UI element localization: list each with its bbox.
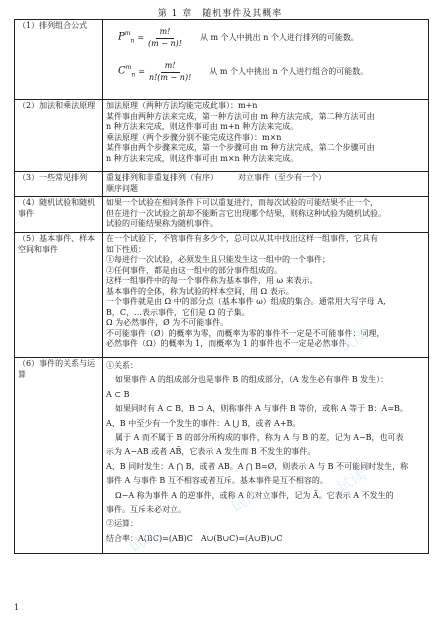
text-line: B，C，…表示事件，它们是 Ω 的子集。 bbox=[106, 307, 250, 317]
combination-formula: $C^m_n$ = $\frac{m!}{n!(m - n)!}$ 从 m 个人中挑出 n 个人进行组合的可能数。 bbox=[118, 61, 369, 82]
text-line: 结合率：A(BC)=(AB)C A∪(B∪C)=(A∪B)∪C bbox=[106, 533, 283, 543]
row-label: （3）一些常见排列 bbox=[15, 172, 103, 197]
text-line: 加法原理（两种方法均能完成此事）：m+n bbox=[106, 101, 258, 110]
formula-description: 从 m 个人中挑出 n 个人进行排列的可能数。 bbox=[200, 32, 359, 42]
text-line: A、B 同时发生：A ⋂ B，或者 AB。A ⋂ B=Ø，则表示 A 与 B 不可能同时发生，称 bbox=[106, 461, 409, 471]
watermark: 试读 bbox=[335, 325, 371, 357]
row-label: （2）加法和乘法原理 bbox=[15, 100, 103, 172]
text-line: 一个事件就是由 Ω 中的部分点（基本事件 ω）组成的集合。通常用大写字母 A, bbox=[106, 297, 386, 306]
text-line: 属于 A 而不属于 B 的部分所构成的事件，称为 A 与 B 的差，记为 A−B，也可表 bbox=[115, 433, 404, 443]
page-title: 第 1 章 随机事件及其概率 bbox=[157, 9, 283, 19]
formula-symbol: $C^m_n$ bbox=[118, 64, 136, 79]
formula-cell bbox=[103, 20, 429, 100]
watermark: 试读 bbox=[333, 465, 369, 497]
text-line: ①每进行一次试验，必须发生且只能发生这一组中的一个事件； bbox=[106, 255, 330, 264]
text-line: Ω 为必然事件，Ø 为不可能事件。 bbox=[106, 318, 229, 327]
page-number: 1 bbox=[14, 603, 20, 612]
text-line: 某件事由两个步骤来完成，第一个步骤可由 m 种方法完成，第二个步骤可由 bbox=[106, 143, 375, 152]
row-label: （5）基本事件、样本空间和事件 bbox=[15, 233, 103, 358]
text-cell bbox=[103, 197, 429, 233]
text-line: 必然事件（Ω）的概率为 1，而概率为 1 的事件也不一定是必然事件。 bbox=[106, 339, 355, 348]
text-line: n 种方法来完成，则这件事可由 m×n 种方法来完成。 bbox=[106, 153, 299, 163]
text-line: 示为 A−AB 或者 AB̄，它表示 A 发生而 B 不发生的事件。 bbox=[106, 447, 316, 457]
content-table bbox=[14, 19, 429, 554]
text-line: 不可能事件（Ø）的概率为零，而概率为零的事件不一定是不可能事件；同理， bbox=[106, 328, 385, 338]
text-cell bbox=[103, 172, 429, 197]
text-line: 这样一组事件中的每一个事件称为基本事件，用 ω 来表示。 bbox=[106, 276, 318, 285]
text-line: 重复排列和非重复排列（有序） 对立事件（至少有一个） bbox=[106, 173, 326, 182]
watermark: 试读 bbox=[227, 485, 263, 517]
row-label: （1）排列组合公式 bbox=[15, 20, 103, 100]
text-line: 某件事由两种方法来完成，第一种方法可由 m 种方法完成，第二种方法可由 bbox=[106, 111, 375, 121]
text-cell bbox=[103, 233, 429, 358]
text-line: Ω−A 称为事件 A 的逆事件，或称 A 的对立事件，记为 Ā。它表示 A 不发生的 bbox=[115, 490, 394, 500]
table-row-addition-multiplication bbox=[15, 100, 429, 172]
formula-description: 从 m 个人中挑出 n 个人进行组合的可能数。 bbox=[209, 66, 369, 76]
text-line: 事件 A 与事件 B 互不相容或者互斥。基本事件是互不相容的。 bbox=[106, 476, 328, 486]
text-line: 顺序问题 bbox=[106, 183, 138, 193]
text-cell bbox=[103, 100, 429, 172]
text-line: 乘法原理（两个步骤分别不能完成这件事）：m×n bbox=[106, 132, 282, 142]
row-label: （4）随机试验和随机事件 bbox=[15, 197, 103, 233]
text-line: 如果一个试验在相同条件下可以重复进行，而每次试验的可能结果不止一个， bbox=[106, 198, 378, 207]
table-row-random-experiment bbox=[15, 197, 429, 233]
text-line: n 种方法来完成，则这件事可由 m+n 种方法来完成。 bbox=[106, 122, 299, 131]
text-line: ②运算： bbox=[106, 519, 138, 529]
text-line: 在一个试验下，不管事件有多少个，总可以从其中找出这样一组事件，它具有 bbox=[106, 234, 378, 243]
formula-fraction: $\frac{m!}{n!(m - n)!}$ bbox=[148, 61, 192, 82]
table-row-event-relations bbox=[15, 358, 429, 554]
text-line: 基本事件的全体，称为试验的样本空间，用 Ω 表示。 bbox=[106, 286, 294, 296]
text-line: A、B 中至少有一个发生的事件：A ⋃ B，或者 A+B。 bbox=[106, 418, 301, 428]
text-line: 但在进行一次试验之前却不能断言它出现哪个结果，则称这种试验为随机试验。 bbox=[106, 208, 386, 218]
row-label: （6）事件的关系与运算 bbox=[15, 358, 103, 554]
text-line: 如下性质： bbox=[106, 244, 146, 254]
permutation-formula: $P^m_n$ = $\frac{m!}{(m - n)!}$ 从 m 个人中挑出 n 个人进行排列的可能数。 bbox=[118, 27, 359, 48]
text-line: 如果事件 A 的组成部分也是事件 B 的组成部分，（A 发生必有事件 B 发生）： bbox=[115, 375, 389, 385]
formula-symbol: $P^m_n$ bbox=[118, 30, 135, 45]
text-line: 试验的可能结果称为随机事件。 bbox=[106, 219, 218, 228]
text-line: 如果同时有 A ⊂ B，B ⊃ A，则称事件 A 与事件 B 等价，或称 A 等于 B：A=B。 bbox=[115, 404, 408, 414]
text-line: 事件。互斥未必对立。 bbox=[106, 505, 186, 515]
table-row-permutations bbox=[15, 172, 429, 197]
text-line: A ⊂ B bbox=[106, 389, 130, 399]
formula-fraction: $\frac{m!}{(m - n)!}$ bbox=[148, 27, 182, 48]
watermark: 试读 bbox=[125, 525, 161, 557]
text-line: ②任何事件，都是由这一组中的部分事件组成的。 bbox=[106, 265, 282, 275]
text-line: ①关系： bbox=[106, 361, 138, 370]
table-row-permutation bbox=[15, 20, 429, 100]
